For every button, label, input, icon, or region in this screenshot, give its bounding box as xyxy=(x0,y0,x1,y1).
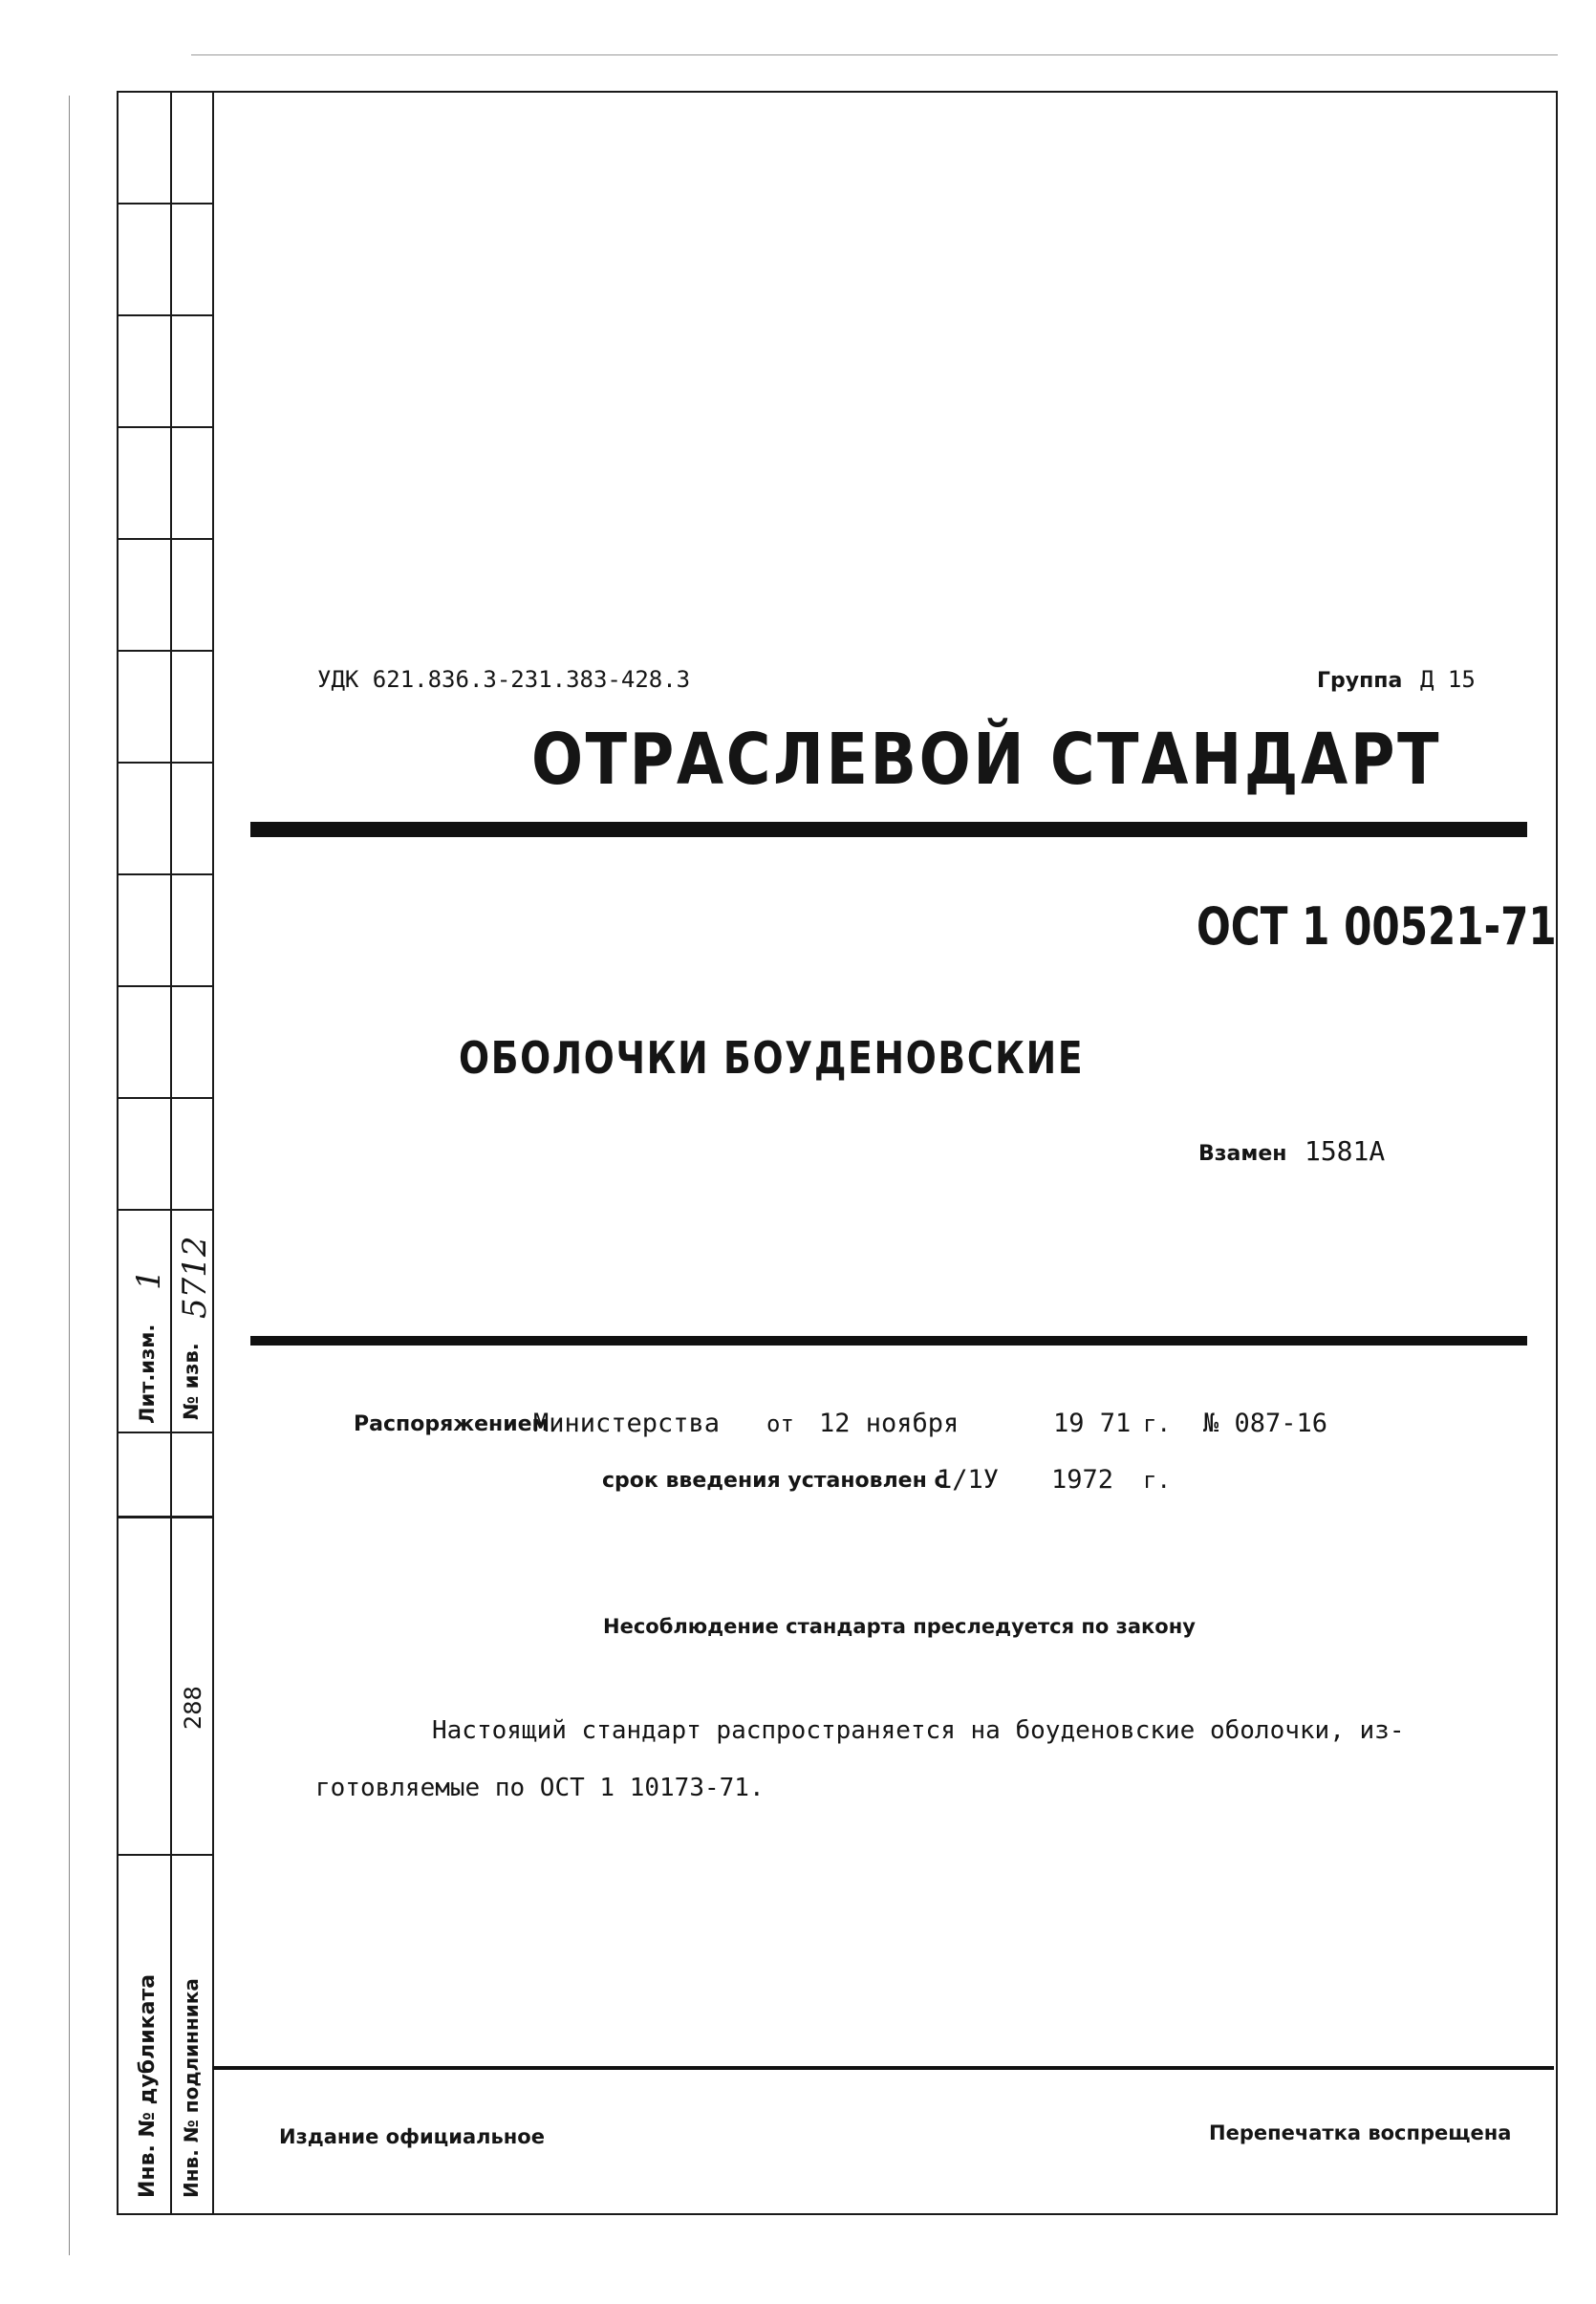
order-line xyxy=(354,1409,1348,1447)
lit-izm-value: 1 xyxy=(130,1269,168,1290)
orig-inv-label: Инв. № подлинника xyxy=(180,1978,203,2198)
footer-rule xyxy=(212,2066,1554,2070)
margin-cell-rule xyxy=(117,426,212,428)
margin-block-rule xyxy=(117,1854,212,1856)
footer-right: Перепечатка воспрещена xyxy=(1209,2121,1512,2144)
scan-top-line xyxy=(191,54,1558,55)
order-label: Распоряжением xyxy=(354,1412,550,1436)
replaces xyxy=(1198,1135,1385,1167)
intro-line xyxy=(602,1465,1175,1503)
heading-rule xyxy=(250,822,1527,837)
group-label: Группа xyxy=(1317,669,1403,693)
margin-cell-rule xyxy=(117,1209,212,1211)
order-year: 19 71 xyxy=(1053,1409,1132,1438)
margin-cell-rule xyxy=(117,762,212,764)
replace-value: 1581А xyxy=(1304,1135,1386,1167)
margin-cell-rule xyxy=(117,538,212,540)
page-title: ОТРАСЛЕВОЙ СТАНДАРТ xyxy=(531,719,1442,801)
body-line-2: готовляемые по ОСТ 1 10173-71. xyxy=(315,1774,765,1802)
margin-column-divider xyxy=(170,91,172,2213)
order-number: № 087-16 xyxy=(1203,1409,1328,1438)
group-code xyxy=(1317,666,1476,694)
replace-label: Взамен xyxy=(1198,1142,1287,1166)
scan-left-edge xyxy=(69,96,70,2255)
intro-label: срок введения установлен с xyxy=(602,1469,947,1493)
section-rule xyxy=(250,1336,1527,1346)
margin-block-rule xyxy=(117,1516,212,1518)
group-value: Д 15 xyxy=(1420,666,1476,693)
margin-cell-rule xyxy=(117,873,212,875)
order-from: от xyxy=(766,1410,794,1437)
margin-cell-rule xyxy=(117,1097,212,1099)
margin-number-288: 288 xyxy=(180,1686,206,1730)
law-notice: Несоблюдение стандарта преследуется по закону xyxy=(603,1615,1196,1638)
margin-border xyxy=(212,91,214,2213)
margin-cell-rule xyxy=(117,1432,212,1433)
order-date: 12 ноября xyxy=(819,1409,960,1438)
dup-inv-label: Инв. № дубликата xyxy=(136,1973,160,2198)
udk-code: УДК 621.836.3-231.383-428.3 xyxy=(317,666,691,693)
margin-cell-rule xyxy=(117,650,212,652)
document-title: ОБОЛОЧКИ БОУДЕНОВСКИЕ xyxy=(459,1032,1085,1084)
order-year-suffix: г. xyxy=(1143,1410,1171,1437)
order-ministry: Министерства xyxy=(533,1409,721,1438)
margin-cell-rule xyxy=(117,985,212,987)
lit-izm-label: Лит.изм. xyxy=(136,1324,159,1424)
intro-date: 1/1У xyxy=(937,1465,1000,1495)
intro-year: 1972 xyxy=(1051,1465,1114,1495)
intro-year-suffix: г. xyxy=(1143,1467,1171,1494)
margin-cell-rule xyxy=(117,203,212,205)
footer-left: Издание официальное xyxy=(279,2125,545,2148)
margin-cell-rule xyxy=(117,314,212,316)
ost-code: ОСТ 1 00521-71 xyxy=(1197,896,1557,957)
izv-label: № изв. xyxy=(180,1343,203,1420)
izv-value: 5712 xyxy=(176,1236,214,1319)
body-line-1: Настоящий стандарт распространяется на боуденовские оболочки, из- xyxy=(432,1716,1405,1745)
